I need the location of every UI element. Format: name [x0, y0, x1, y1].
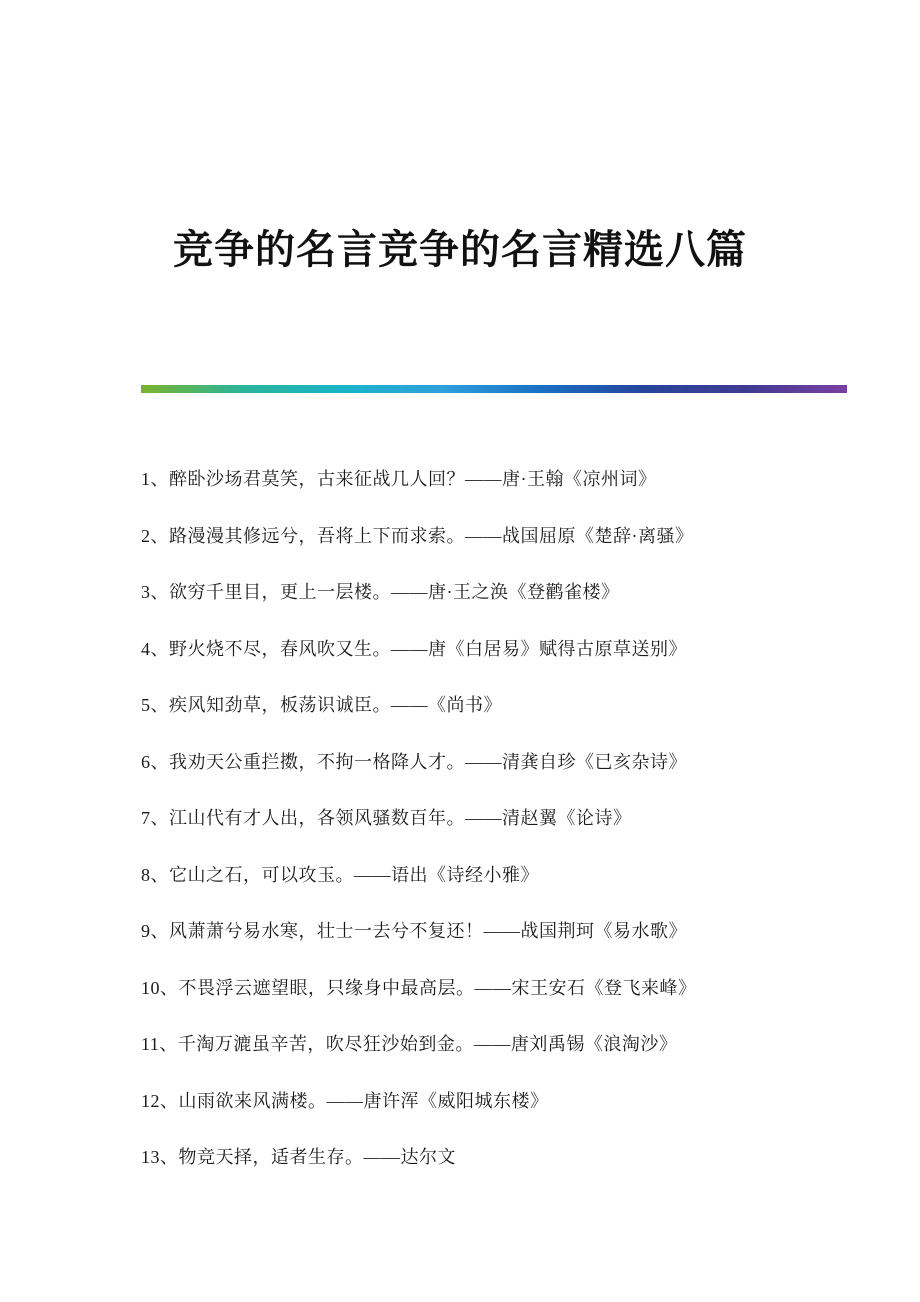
gradient-divider — [141, 385, 847, 393]
quote-line: 12、山雨欲来风满楼。——唐许浑《威阳城东楼》 — [141, 1090, 549, 1111]
quote-line: 3、欲穷千里目，更上一层楼。——唐·王之涣《登鹳雀楼》 — [141, 582, 620, 602]
quote-line: 1、醉卧沙场君莫笑，古来征战几人回？——唐·王翰《凉州词》 — [141, 469, 657, 489]
quote-line: 8、它山之石，可以攻玉。——语出《诗经小雅》 — [141, 864, 539, 885]
quote-line: 6、我劝天公重拦擞，不拘一格降人才。——清龚自珍《已亥杂诗》 — [141, 751, 687, 772]
quote-line: 11、千淘万漉虽辛苦，吹尽狂沙始到金。——唐刘禹锡《浪淘沙》 — [141, 1034, 678, 1054]
quote-line: 4、野火烧不尽，春风吹又生。——唐《白居易》赋得古原草送别》 — [141, 638, 687, 659]
quote-line: 13、物竞天择，适者生存。——达尔文 — [141, 1147, 456, 1167]
quote-line: 2、路漫漫其修远兮，吾将上下而求索。——战国屈原《楚辞·离骚》 — [141, 525, 694, 546]
quote-line: 10、不畏浮云遮望眼，只缘身中最高层。——宋王安石《登飞来峰》 — [141, 977, 697, 998]
quote-list — [141, 451, 860, 1186]
quote-line: 7、江山代有才人出，各领风骚数百年。——清赵翼《论诗》 — [141, 808, 632, 828]
quote-line: 9、风萧萧兮易水寒，壮士一去兮不复还！——战国荆珂《易水歌》 — [141, 921, 687, 941]
page-title: 竞争的名言竞争的名言精选八篇 — [173, 227, 747, 272]
quote-line: 5、疾风知劲草，板荡识诚臣。——《尚书》 — [141, 695, 502, 715]
